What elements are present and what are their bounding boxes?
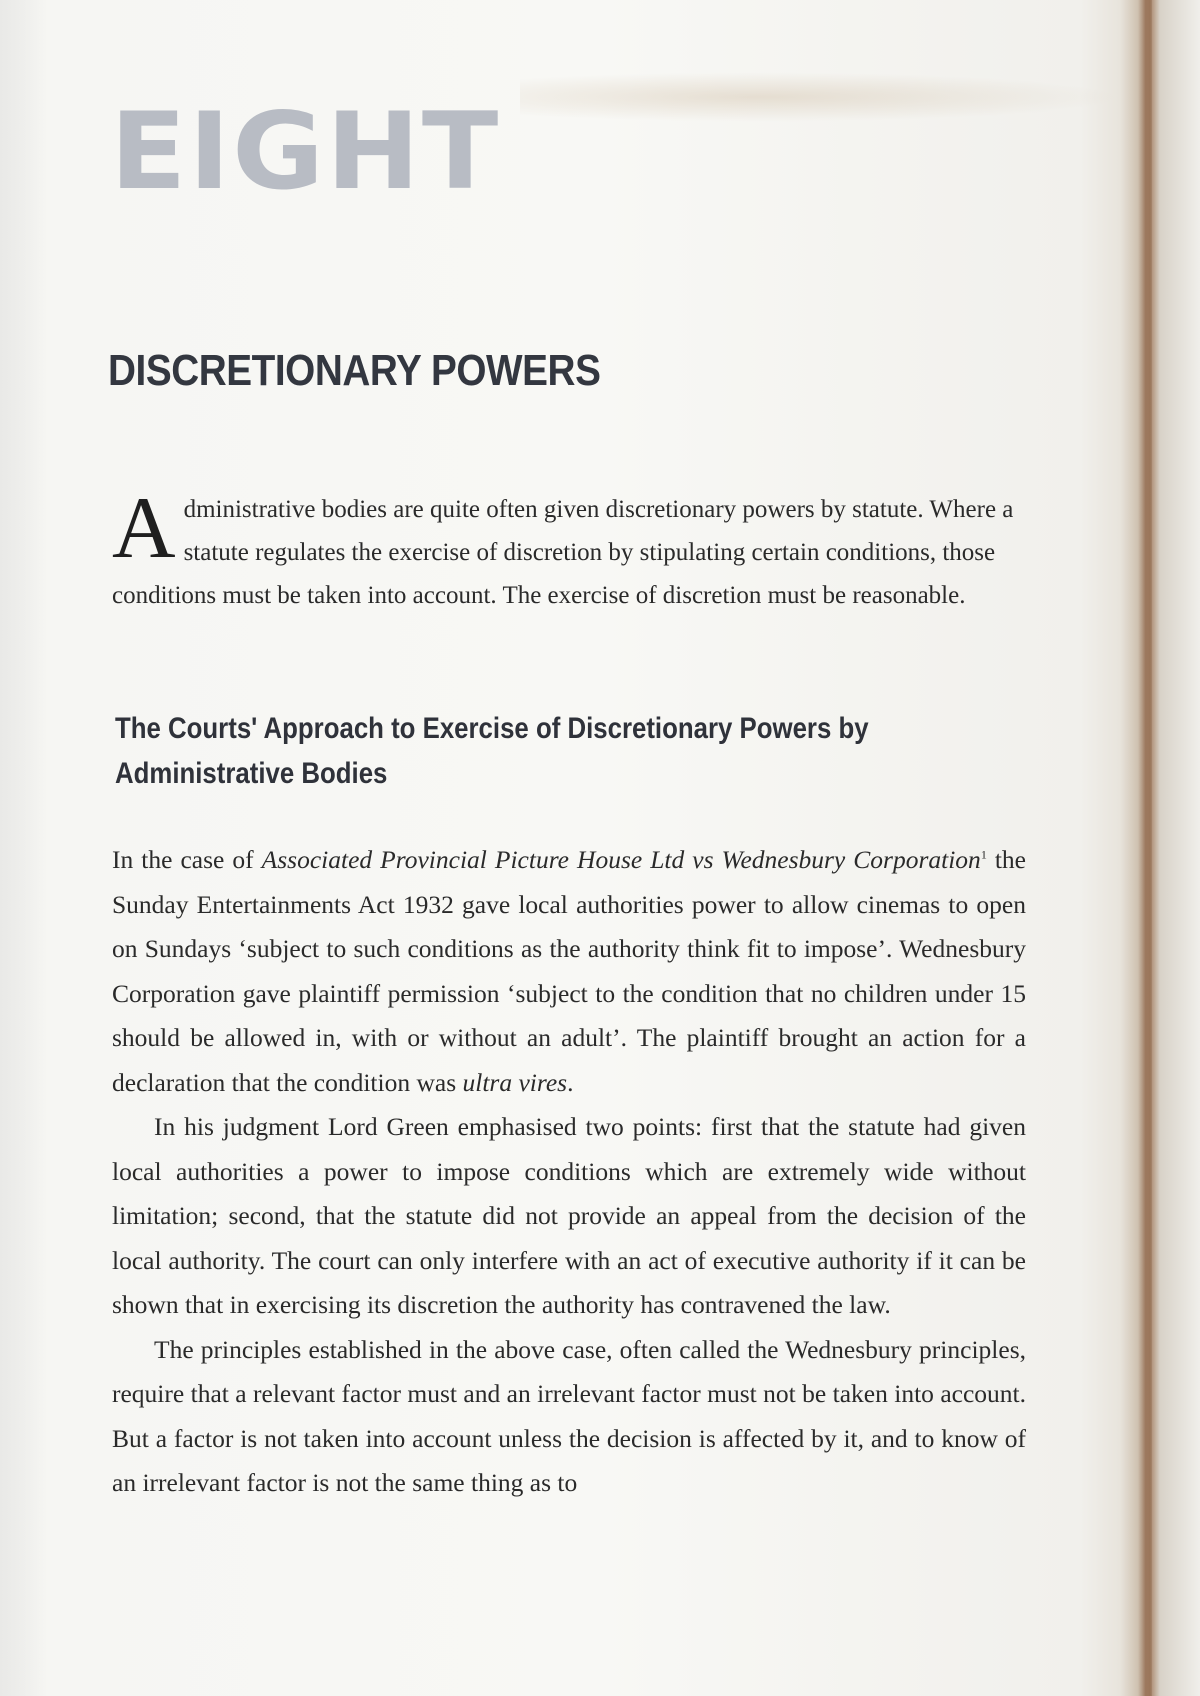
paragraph-1-end: . xyxy=(567,1067,574,1097)
paragraph-1-lead: In the case of xyxy=(112,845,262,874)
chapter-number: EIGHT xyxy=(110,90,501,214)
footnote-ref: 1 xyxy=(980,847,987,862)
paper-stain xyxy=(520,72,1120,122)
intro-paragraph xyxy=(112,480,1022,617)
paragraph-1 xyxy=(112,838,1026,1105)
chapter-title: DISCRETIONARY POWERS xyxy=(108,346,601,395)
drop-cap: A xyxy=(112,480,176,577)
paragraph-1-text: the Sunday Entertainments Act 1932 gave local authorities power to allow cinemas to open on Sundays ‘subject to such conditions as the authority think fit to impose’. Wednesbury Corporation gave plaintiff permission ‘subject to the condition that no children under 15 should be allowed in, with or without an adult’. The plaintiff brought an action for a declaration that the condition was xyxy=(112,845,1026,1097)
page-edge xyxy=(1138,0,1152,1696)
section-heading: The Courts' Approach to Exercise of Discretionary Powers by Administrative Bodies xyxy=(115,712,869,790)
paragraph-2: In his judgment Lord Green emphasised two points: first that the statute had given local authorities a power to impose conditions which are extremely wide without limitation; second, that the statute did not provide an appeal from the decision of the local authority. The court can only interfere with an act of executive authority if it can be shown that in exercising its discretion the authority has contravened the law. xyxy=(112,1112,1026,1319)
page-gutter-shadow xyxy=(0,0,48,1696)
paragraph-3: The principles established in the above case, often called the Wednesbury principles, require that a relevant factor must and an irrelevant factor must not be taken into account. But a factor is not taken into account unless the decision is affected by it, and to know of an irrelevant factor is not the same thing as to xyxy=(112,1334,1026,1497)
ultra-vires: ultra vires xyxy=(462,1067,568,1097)
intro-text: dministrative bodies are quite often given discretionary powers by statute. Where a statute regulates the exercise of discretion by stipulating certain conditions, those conditions must be taken into account. The exercise of discretion must be reasonable. xyxy=(112,496,1014,609)
case-name: Associated Provincial Picture House Ltd vs Wednesbury Corporation xyxy=(261,845,981,874)
body-text xyxy=(112,838,1026,1506)
